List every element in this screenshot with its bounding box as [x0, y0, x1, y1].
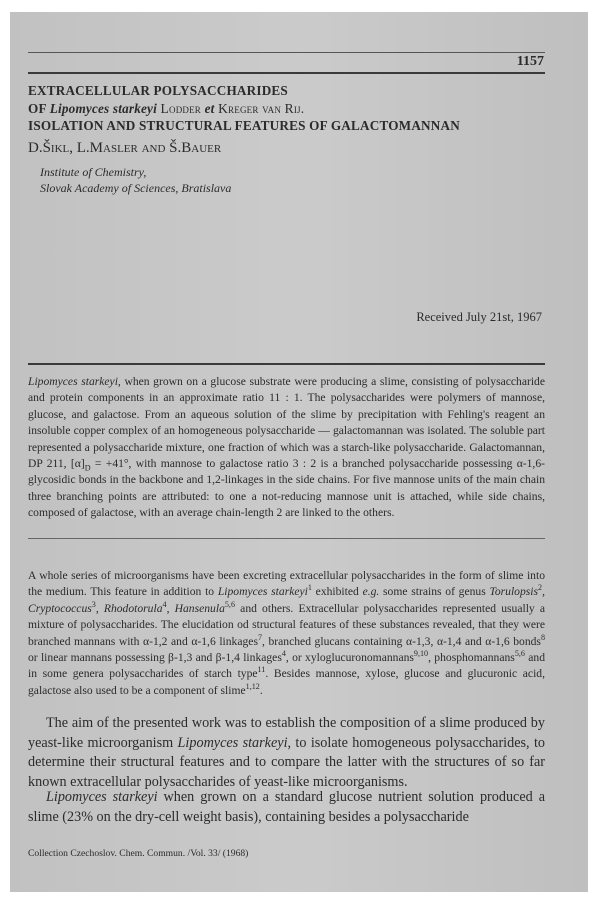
italic-text: Cryptococcus	[28, 601, 92, 615]
text: exhibited	[311, 585, 363, 599]
affiliation-line-1: Institute of Chemistry,	[40, 165, 147, 179]
text: A whole series of microorganisms have been excreting extracellular polysaccharides in the form of slime into the medium. This feature in addition to	[28, 569, 545, 599]
citation: 7	[257, 632, 263, 642]
title-prefix: OF	[28, 100, 50, 116]
text: , or xyloglucuronomannans	[285, 651, 414, 665]
text: and others. Extracellular polysaccharides represented usually a mixture of polysaccharides. The elucidation od structural features of these substances revealed, that they were branched mannans with α-1,2 and α-1,6 linkages	[28, 601, 546, 648]
citation: 4	[281, 649, 286, 659]
citation: 5,6	[514, 649, 525, 659]
text: , phosphomannans	[428, 651, 515, 665]
italic-text: Lipomyces starkeyi	[217, 585, 308, 599]
text: some strains of genus	[379, 585, 490, 599]
title-line-1: EXTRACELLULAR POLYSACCHARIDES	[28, 83, 288, 98]
italic-text: Lipomyces starkeyi	[177, 734, 288, 751]
text: . Besides mannose, xylose, glucose and glucuronic acid, galactose also used to be a component of slime	[28, 667, 545, 697]
journal-page	[10, 12, 588, 892]
text: ,	[95, 601, 104, 615]
header-rule-top	[28, 52, 545, 53]
aim-paragraph	[28, 714, 545, 792]
text: The aim of the presented work was to establish the composition of a slime produced by yeast-like microorganism	[28, 715, 545, 751]
abstract-subscript: D	[84, 463, 91, 473]
title-author-2: Kreger van Rij.	[214, 100, 305, 116]
text: or linear mannans possessing β-1,3 and β-1,4 linkages	[28, 651, 282, 665]
citation: 8	[540, 632, 546, 642]
text: ,	[166, 601, 175, 615]
text: , to isolate homogeneous polysaccharides, to determine their structural features and to compare the latter with the structures of so far known extracellular polysaccharides of yeast-like microorganisms.	[28, 734, 545, 790]
text: , branched glucans containing α-1,3, α-1,4 and α-1,6 bonds	[262, 634, 541, 648]
citation: 1	[307, 583, 312, 593]
abstract-species: Lipomyces starkeyi,	[28, 375, 121, 388]
title-line-3: ISOLATION AND STRUCTURAL FEATURES OF GALACTOMANNAN	[28, 118, 460, 133]
text: ,	[542, 585, 545, 599]
citation: 11	[257, 665, 266, 675]
citation: 3	[91, 599, 96, 609]
text: .	[259, 683, 263, 697]
italic-text: e.g.	[362, 585, 380, 599]
text: when grown on a standard glucose nutrient solution produced a slime (23% on the dry-cell weight basis), containing besides a polysaccharide	[28, 789, 545, 825]
title-species: Lipomyces starkeyi	[49, 100, 157, 116]
citation: 9,10	[413, 649, 429, 659]
results-paragraph	[28, 788, 545, 827]
page-number: 1157	[516, 54, 544, 69]
citation: 4	[162, 599, 167, 609]
italic-text: Rhodotorula	[103, 601, 163, 615]
citation: 2	[538, 583, 543, 593]
affiliation-line-2: Slovak Academy of Sciences, Bratislava	[40, 181, 232, 195]
italic-text: Hansenula	[174, 601, 225, 615]
affiliation	[40, 164, 231, 196]
citation: 1,12	[245, 681, 260, 691]
citation: 5,6	[224, 599, 236, 609]
text: and in some genera polysaccharides of starch type	[28, 651, 545, 681]
abstract	[28, 374, 545, 522]
title-line-2	[28, 100, 460, 118]
title-author-1: Lodder	[156, 100, 205, 116]
header-rule-bottom	[28, 72, 545, 74]
title-et: et	[204, 100, 215, 116]
abstract-text-2: = +41°, with mannose to galactose ratio 3 : 2 is a branched polysaccharide possessing α-1,6-glycosidic bonds in the backbone and 1,2-linkages in the side chains. For five mannose units of the main chain three branching points are attributed: to one a not-reducing mannose unit is attached, while side chains, composed of galactose, with an average chain-length 2 are linked to the others.	[28, 457, 545, 520]
italic-text: Torulopsis	[489, 585, 539, 599]
received-date: Received July 21st, 1967	[416, 310, 542, 324]
introduction-paragraph	[28, 568, 545, 699]
italic-text: Lipomyces starkeyi	[46, 789, 158, 805]
journal-footer: Collection Czechoslov. Chem. Commun. /Vol. 33/ (1968)	[28, 848, 249, 859]
abstract-rule-bottom	[28, 538, 545, 539]
abstract-rule-top	[28, 363, 545, 365]
abstract-text-1: when grown on a glucose substrate were producing a slime, consisting of polysaccharide and protein components in an approximate ratio 11 : 1. The polysaccharides were polymers of mannose, glucose, and galactose. From an aqueous solution of the slime by precipitation with Fehling's reagent an insoluble copper complex of an homogeneous polysaccharide — galactomannan was isolated. The soluble part represented a polysaccharide mixture, one fraction of which was a starch-like polysaccharide. Galactomannan, DP 211, [α]	[28, 375, 545, 471]
author-list: D.Šikl, L.Masler and Š.Bauer	[28, 140, 222, 156]
article-title	[28, 82, 460, 135]
